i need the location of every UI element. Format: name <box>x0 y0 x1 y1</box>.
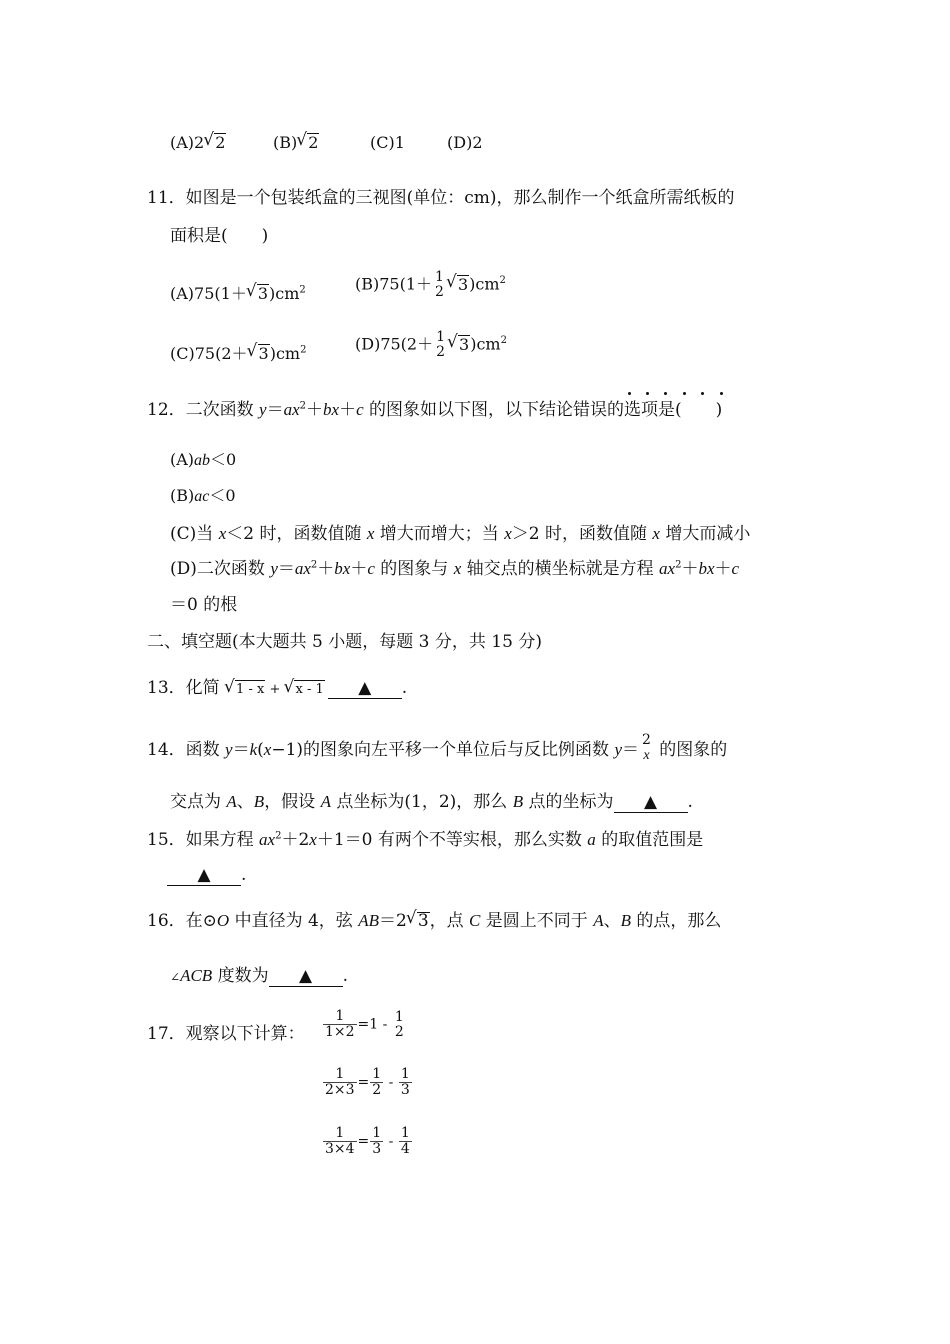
option-text: 75(1＋ <box>379 274 433 294</box>
q16-line2 <box>170 965 348 988</box>
var: B <box>512 792 524 811</box>
option-text: 增大而减小 <box>659 524 751 544</box>
q12-stem <box>147 399 722 421</box>
option-text: ＞2 时，函数值随 <box>511 524 653 544</box>
q12-option-d <box>170 558 739 580</box>
radicand: 3 <box>258 344 269 363</box>
triangle-icon: ▲ <box>299 966 313 986</box>
option-letter: (B) <box>355 274 380 294</box>
option-letter: (A) <box>170 284 195 303</box>
fraction <box>433 270 446 300</box>
radicand: 3 <box>457 274 469 294</box>
superscript: 2 <box>275 830 282 842</box>
fraction <box>399 1126 412 1157</box>
stem-text: 的图象如以下图，以下结论错误的选项是( ) <box>363 400 723 420</box>
q13 <box>147 677 407 701</box>
var: y <box>614 740 622 759</box>
var: c <box>356 400 364 419</box>
denominator: 2 <box>372 1082 382 1098</box>
numerator: 1 <box>435 269 444 285</box>
emphasis-dot <box>683 392 686 395</box>
q11-stem-line2: 面积是( ) <box>170 226 269 246</box>
option-text: ＝ <box>277 559 295 579</box>
denominator: 3 <box>400 1082 410 1098</box>
denominator: 3 <box>372 1141 382 1157</box>
numerator: 1 <box>323 1067 357 1083</box>
fraction <box>323 1067 357 1098</box>
stem-text: . <box>241 865 247 885</box>
radicand: 3 <box>459 334 470 354</box>
fraction <box>399 1067 412 1098</box>
denominator: 2×3 <box>325 1082 355 1098</box>
equation-text: = <box>357 1133 370 1150</box>
sqrt-symbol <box>226 679 265 701</box>
q17-label: 17．观察以下计算： <box>147 1024 305 1044</box>
numerator: 1 <box>372 1066 382 1082</box>
option-letter: (D) <box>447 133 473 152</box>
numerator: 1 <box>323 1009 357 1025</box>
stem-text: + <box>265 682 285 697</box>
triangle-icon: ▲ <box>643 792 658 812</box>
sqrt-symbol <box>408 910 430 932</box>
var: B <box>620 911 631 930</box>
option-letter: (B) <box>170 486 195 505</box>
stem-text: . <box>687 792 693 812</box>
superscript: 2 <box>675 559 682 571</box>
q12-option-d-line2: ＝0 的根 <box>170 595 238 615</box>
stem-text: −1)的图象向左平移一个单位后与反比例函数 <box>271 740 615 760</box>
radicand: 2 <box>308 133 319 152</box>
stem-text: ＋2 <box>281 830 310 850</box>
option-text: 2 <box>472 133 483 152</box>
q14-line1 <box>147 733 727 763</box>
stem-text: 的取值范围是 <box>595 830 704 850</box>
var: ax <box>283 400 300 419</box>
q17-equation-2 <box>322 1067 413 1098</box>
q10-option-b <box>273 132 319 154</box>
var: x <box>652 524 660 543</box>
triangle-icon: ▲ <box>197 865 211 885</box>
stem-text: ＝ <box>266 400 284 420</box>
q17-equation-3 <box>322 1126 413 1157</box>
stem-text: 的点，那么 <box>630 911 722 931</box>
option-text: 1 <box>394 133 405 152</box>
var: y <box>225 740 233 759</box>
stem-text: 点的坐标为 <box>523 792 614 812</box>
fraction <box>434 330 447 360</box>
var: c <box>367 559 375 578</box>
superscript: 2 <box>500 335 507 347</box>
stem-text: 、 <box>236 792 254 812</box>
triangle-icon: ▲ <box>358 678 372 698</box>
var: O <box>216 911 230 930</box>
angle-symbol: ∠ <box>170 970 181 984</box>
q15-line2 <box>167 864 246 886</box>
denominator: 3×4 <box>325 1141 355 1157</box>
stem-text: ＋ <box>306 400 324 420</box>
emphasis-dot <box>720 392 723 395</box>
denominator: 2 <box>394 1023 404 1040</box>
var: A <box>593 911 604 930</box>
var: ax <box>659 559 676 578</box>
var: a <box>587 830 596 849</box>
numerator: 1 <box>400 1066 410 1082</box>
stem-text: . <box>342 966 348 986</box>
var: ac <box>194 488 210 505</box>
var: c <box>731 559 740 578</box>
var: x <box>504 524 512 543</box>
fraction <box>640 733 653 763</box>
var: B <box>253 792 265 811</box>
fraction <box>370 1067 383 1098</box>
denominator: 2 <box>435 284 444 300</box>
superscript: 2 <box>299 400 307 412</box>
option-letter: (A) <box>170 133 195 152</box>
stem-text: ＋ <box>339 400 357 420</box>
var: bx <box>323 400 340 419</box>
option-text: 75(2＋ <box>194 344 248 363</box>
sqrt-symbol <box>298 132 319 154</box>
stem-text: ＝2 <box>378 911 407 931</box>
fraction <box>323 1126 357 1157</box>
option-text: ＜0 <box>209 486 236 505</box>
option-text: ＜0 <box>210 450 237 469</box>
numerator: 1 <box>323 1126 357 1142</box>
stem-text: 是圆上不同于 <box>480 911 594 931</box>
stem-text: 12．二次函数 <box>147 400 260 420</box>
stem-text: 15．如果方程 <box>147 830 260 850</box>
stem-text: ，点 <box>429 911 470 931</box>
q10-option-a <box>170 132 226 154</box>
var: x <box>218 524 227 543</box>
stem-text: 交点为 <box>170 792 227 812</box>
sqrt-symbol <box>448 274 469 296</box>
option-text: ＋ <box>681 559 699 579</box>
sqrt-symbol <box>285 679 324 701</box>
var: ax <box>259 830 276 849</box>
numerator: 1 <box>394 1008 404 1025</box>
answer-blank[interactable] <box>328 678 402 699</box>
q11-option-a <box>170 283 306 305</box>
var: x <box>366 524 375 543</box>
stem-text: ( <box>257 740 264 760</box>
stem-text: 中直径为 4，弦 <box>229 911 359 931</box>
option-letter: (A) <box>170 450 195 469</box>
emphasis-dot <box>701 392 704 395</box>
answer-blank[interactable] <box>614 792 688 813</box>
q15-line1 <box>147 829 703 851</box>
numerator: 1 <box>372 1125 382 1141</box>
stem-text: 的图象的 <box>653 740 728 760</box>
numerator: 1 <box>400 1125 410 1141</box>
superscript: 2 <box>310 559 318 571</box>
var: bx <box>698 559 715 578</box>
numerator: 2 <box>641 732 651 748</box>
fraction <box>323 1009 357 1040</box>
equation-text: - <box>384 1074 398 1091</box>
q11-option-b <box>355 270 506 300</box>
equation-text: = <box>357 1074 370 1091</box>
answer-blank[interactable] <box>167 865 241 886</box>
stem-text: 、 <box>603 911 621 931</box>
option-text: ＋ <box>714 559 732 579</box>
var: y <box>270 559 278 578</box>
sqrt-symbol <box>249 343 270 365</box>
option-letter: (B) <box>273 133 298 152</box>
var: C <box>469 911 481 930</box>
denominator: 4 <box>400 1141 410 1157</box>
var: ax <box>294 559 311 578</box>
radicand: 3 <box>417 911 429 931</box>
option-text: ＋ <box>350 559 368 579</box>
equation-text: =1 - <box>357 1016 392 1033</box>
var: x <box>309 830 317 849</box>
stem-text: 13．化简 <box>147 678 226 698</box>
var: y <box>259 400 267 419</box>
option-text: (D)二次函数 <box>170 559 271 579</box>
q16-line1 <box>147 910 721 932</box>
option-text: )cm <box>470 334 501 354</box>
option-coef: 2 <box>194 133 205 152</box>
superscript: 2 <box>499 275 506 287</box>
sqrt-symbol <box>205 132 226 154</box>
option-letter: (D) <box>355 334 381 354</box>
stem-text: ＝ <box>232 740 250 760</box>
q11-option-d <box>355 330 507 360</box>
superscript: 2 <box>300 344 307 356</box>
emphasis-dot <box>664 392 667 395</box>
radicand: 2 <box>215 133 226 152</box>
option-text: )cm <box>269 344 301 363</box>
option-text: 75(1＋ <box>194 284 247 303</box>
q11-stem-line1: 11．如图是一个包装纸盒的三视图(单位：cm)，那么制作一个纸盒所需纸板的 <box>147 188 735 208</box>
numerator: 1 <box>436 329 446 345</box>
stem-text: ＋1＝0 有两个不等实根，那么实数 <box>316 830 588 850</box>
emphasis-dot <box>646 392 649 395</box>
equation-text: - <box>384 1133 398 1150</box>
stem-text: ＝ <box>621 740 639 760</box>
q10-option-c <box>370 132 405 154</box>
var: ACB <box>180 966 213 985</box>
stem-text: 14．函数 <box>147 740 226 760</box>
option-text: 增大而增大；当 <box>374 524 505 544</box>
section-heading: 二、填空题(本大题共 5 小题，每题 3 分，共 15 分) <box>147 632 542 652</box>
radicand: 3 <box>257 284 269 303</box>
option-text: )cm <box>469 274 500 294</box>
q17-equation-1 <box>322 1009 407 1040</box>
q12-option-c <box>170 523 750 545</box>
var: AB <box>358 911 379 930</box>
option-text: ＋ <box>317 559 335 579</box>
stem-text: 16．在⊙ <box>147 911 217 931</box>
sqrt-symbol <box>248 283 269 305</box>
sqrt-symbol <box>449 334 470 356</box>
superscript: 2 <box>299 284 306 296</box>
option-text: )cm <box>269 284 300 303</box>
option-text: (C)当 <box>170 524 219 544</box>
answer-blank[interactable] <box>269 966 343 987</box>
denominator: 1×2 <box>325 1024 355 1040</box>
stem-text: ，假设 <box>264 792 321 812</box>
option-text: ＜2 时，函数值随 <box>226 524 367 544</box>
option-letter: (C) <box>370 133 395 152</box>
denominator: 2 <box>436 344 446 360</box>
q12-option-b <box>170 485 236 508</box>
stem-text: 度数为 <box>212 966 269 986</box>
q12-option-a <box>170 449 236 472</box>
var: A <box>226 792 237 811</box>
stem-text: 点坐标为(1，2)，那么 <box>330 792 513 812</box>
radicand: 1 - x <box>236 682 265 697</box>
var: x <box>453 559 462 578</box>
option-text: 75(2＋ <box>380 334 434 354</box>
option-text: 的图象与 <box>374 559 454 579</box>
radicand: x - 1 <box>295 682 324 697</box>
var: x <box>643 748 650 763</box>
option-text: 轴交点的横坐标就是方程 <box>461 559 660 579</box>
var: bx <box>334 559 351 578</box>
fraction <box>393 1010 406 1040</box>
q14-line2 <box>170 791 693 813</box>
stem-text: . <box>401 678 408 698</box>
option-letter: (C) <box>170 344 195 363</box>
denominator <box>640 748 653 763</box>
emphasis-dot <box>628 392 631 395</box>
fraction <box>370 1126 383 1157</box>
var: x <box>263 740 272 759</box>
q10-option-d <box>447 132 483 154</box>
var: k <box>249 740 258 759</box>
q11-option-c <box>170 343 306 365</box>
var: A <box>320 792 331 811</box>
var: ab <box>194 452 211 469</box>
